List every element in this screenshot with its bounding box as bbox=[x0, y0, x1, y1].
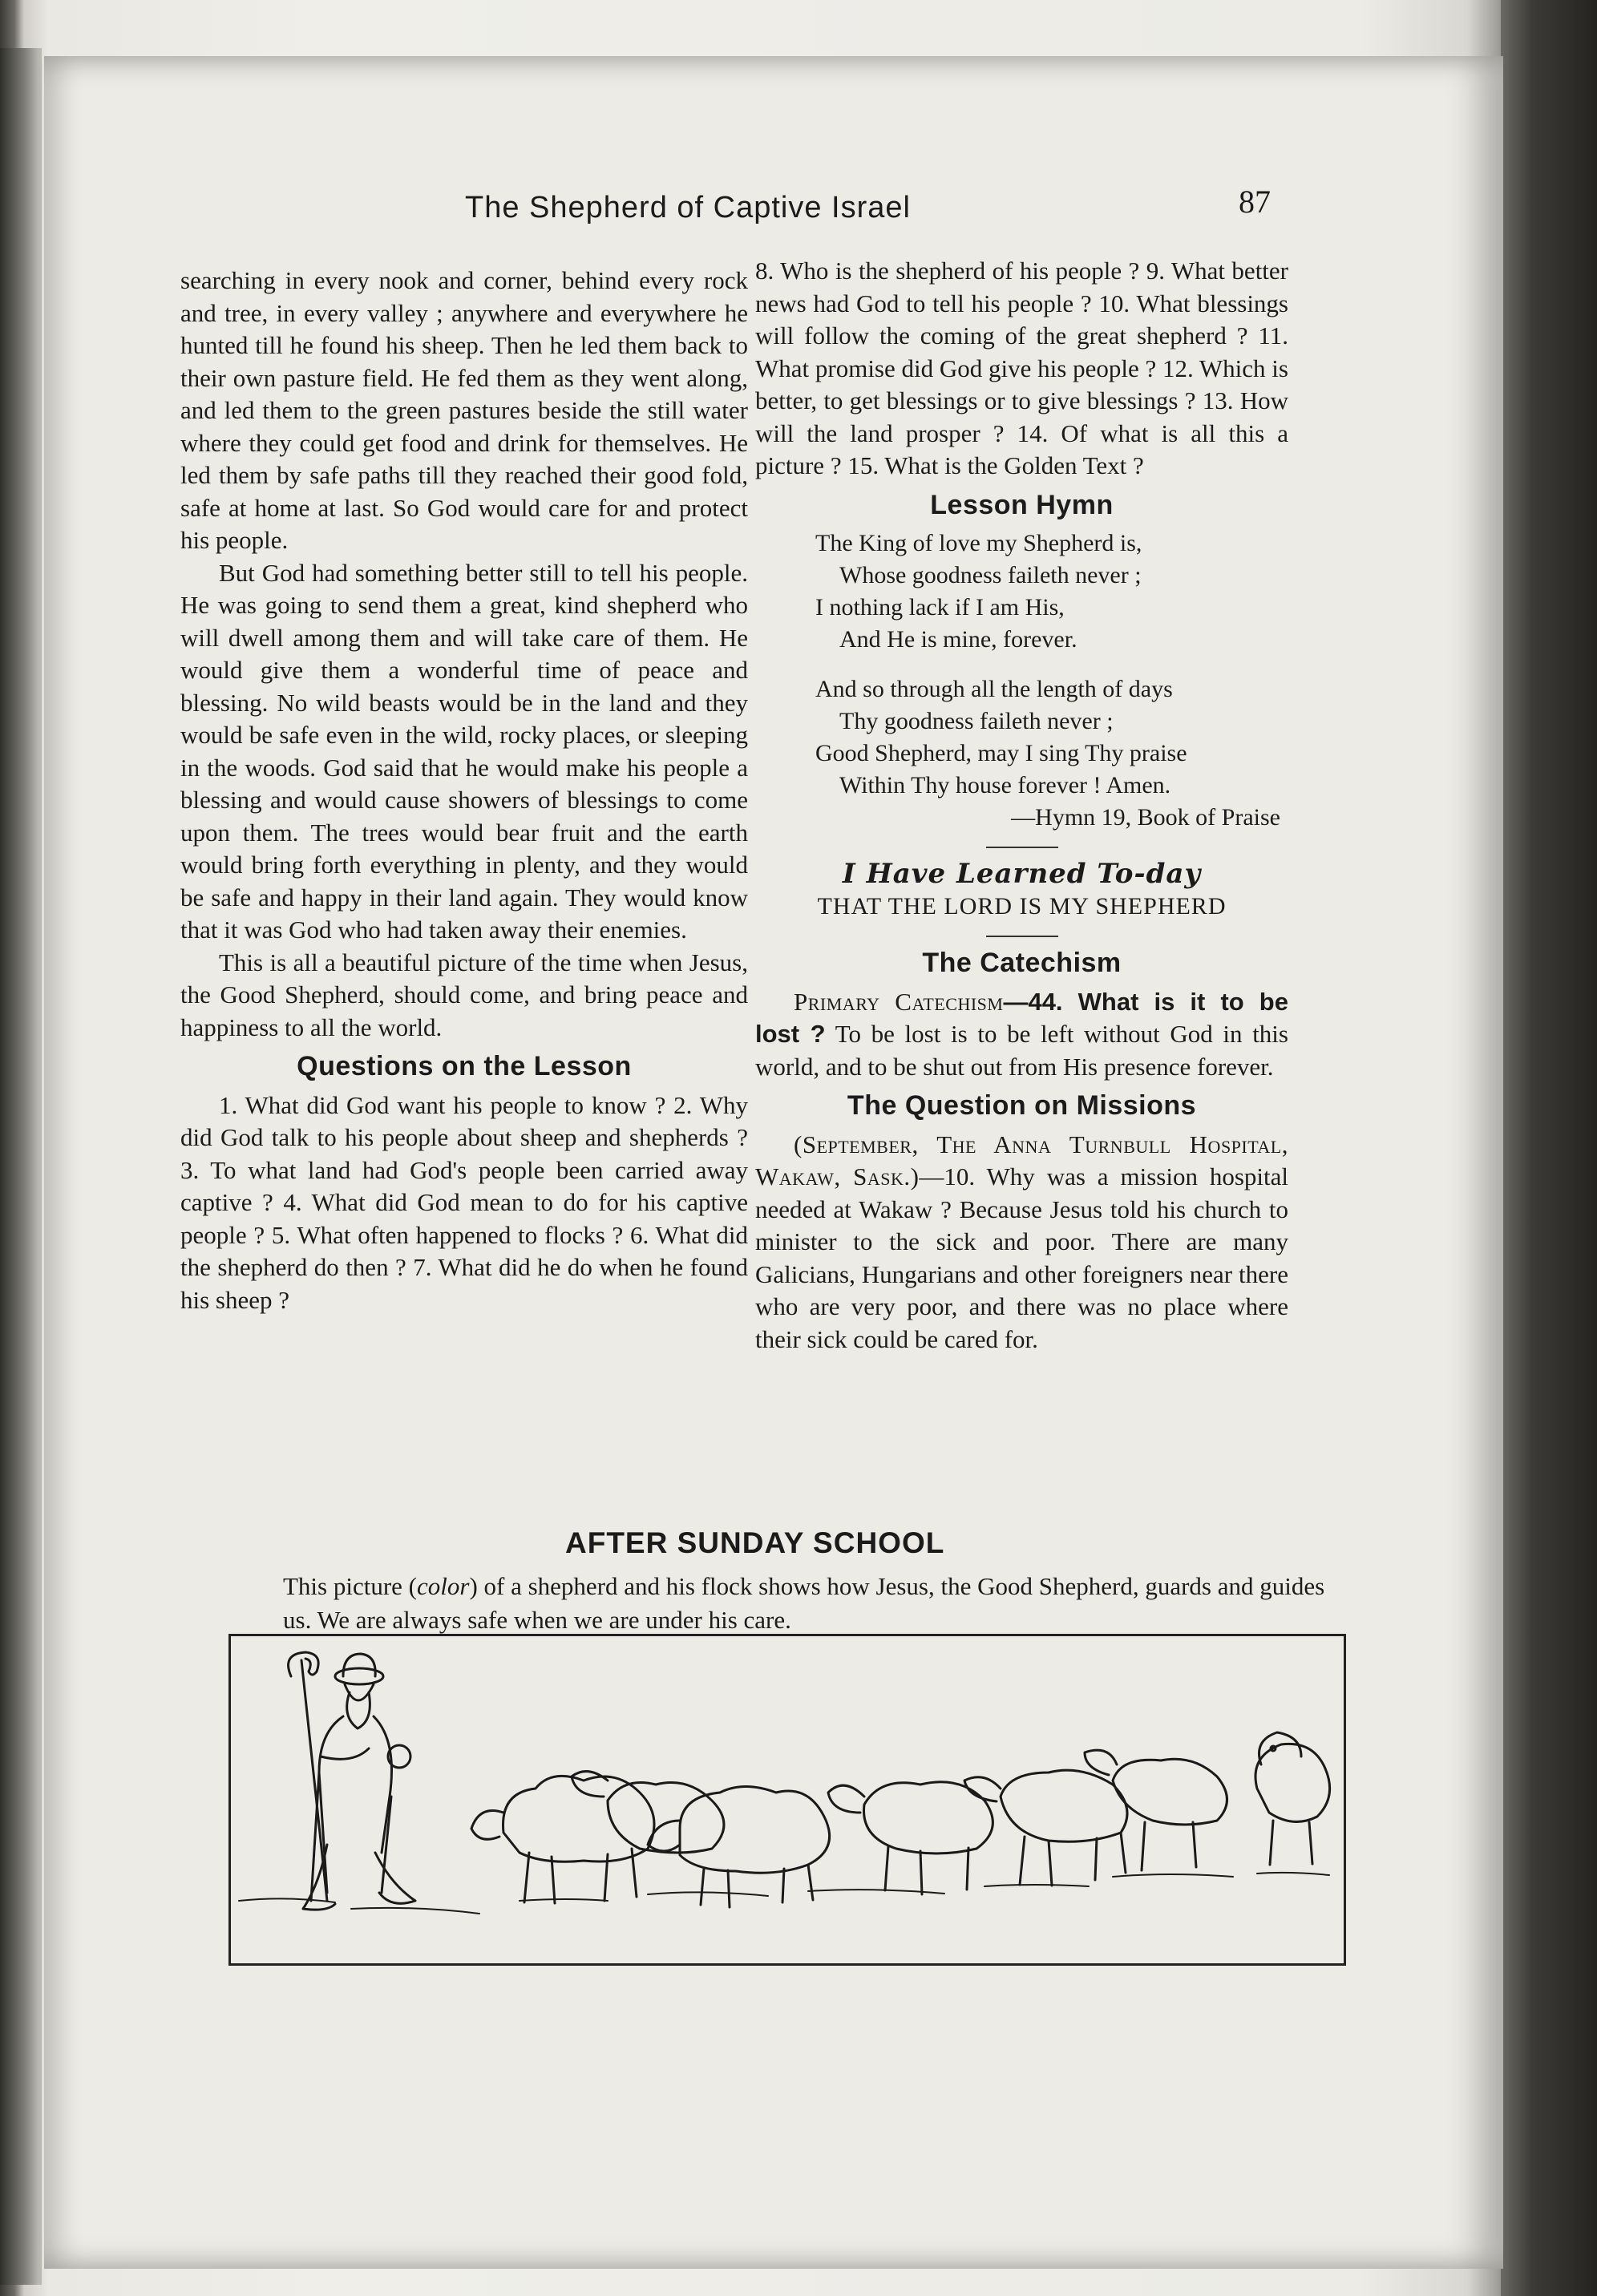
book-right-edge bbox=[1501, 0, 1597, 2296]
after-text-part: This picture ( bbox=[283, 1572, 418, 1600]
shepherd-flock-illustration bbox=[228, 1634, 1346, 1966]
shepherd-figure bbox=[289, 1652, 415, 1910]
learned-text: THAT THE LORD IS MY SHEPHERD bbox=[817, 892, 1227, 920]
questions-text: 1. What did God want his people to know ? 2. Why did God talk to his people about sheep and shepherds ? 3. To what land had God's people been carried away captive ? 4. What did God mean to do for his captive people ? 5. What often happened to flocks ? 6. What did the shepherd do then ? 7. What did he do when he found his sheep ? bbox=[180, 1090, 748, 1314]
story-paragraph-1: searching in every nook and corner, behind every rock and tree, in every valley ; anywhere and everywhere he hunted till he found his sheep. Then he led them back to their own pasture field. He fed them as they went along, and led them to the green pastures beside the still water where they could get food and drink for themselves. He led them by safe paths till they reached their good fold, safe at home at last. So God would care for and protect his people. bbox=[180, 266, 748, 554]
book-left-edge bbox=[0, 48, 42, 2285]
story-paragraph-2: But God had something better still to tell his people. He was going to send them a great, kind shepherd who will dwell among them and will take care of them. He would give them a wonderful time of peace and blessing. No wild beasts would be in the land and they would be safe even in the wild, rocky places, or sleeping in the woods. God said that he would make his people a blessing and would cause showers of blessings to come upon them. The trees would bear fruit and the earth would bring forth everything in plenty, and they would be safe and happy in their land again. They would know that it was God who had taken away their enemies. bbox=[180, 558, 748, 944]
hymn-line: Thy goodness faileth never ; bbox=[839, 708, 1114, 734]
catechism-label: Primary Catechism bbox=[794, 987, 1004, 1016]
right-column bbox=[755, 255, 1288, 1356]
sheep bbox=[828, 1782, 993, 1894]
learned-heading: I Have Learned To-day bbox=[842, 858, 1202, 890]
shepherd-sheep-drawing bbox=[231, 1636, 1344, 1963]
catechism-answer: To be lost is to be left without God in this world, and to be shut out from His presence forever. bbox=[755, 1020, 1288, 1081]
page-number: 87 bbox=[1239, 184, 1271, 220]
hymn-text bbox=[755, 528, 1288, 834]
running-title: The Shepherd of Captive Israel bbox=[465, 191, 911, 224]
sheep bbox=[1085, 1750, 1227, 1870]
after-text-emphasis: color bbox=[417, 1572, 470, 1600]
divider bbox=[986, 847, 1058, 848]
hymn-line: And so through all the length of days bbox=[815, 676, 1173, 702]
questions-heading: Questions on the Lesson bbox=[297, 1051, 632, 1081]
missions-answer: —10. Why was a mission hospital needed at Wakaw ? Because Jesus told his church to minister to the sick and poor. There are many Galicians, Hungarians and other foreigners near there who are very poor, and there was no place where their sick could be cared for. bbox=[755, 1162, 1289, 1353]
missions-heading: The Question on Missions bbox=[847, 1090, 1197, 1121]
missions-label: (September, The Anna Turnbull Hospital, Wakaw, Sask.) bbox=[755, 1130, 1288, 1190]
hymn-attribution: —Hymn 19, Book of Praise bbox=[1011, 804, 1280, 831]
after-sunday-school-heading: AFTER SUNDAY SCHOOL bbox=[565, 1526, 945, 1559]
missions-text bbox=[755, 1129, 1288, 1356]
hymn-line: Good Shepherd, may I sing Thy praise bbox=[815, 740, 1187, 766]
catechism-question: —44. What is it to be lost ? bbox=[755, 987, 1288, 1048]
questions-continued: 8. Who is the shepherd of his people ? 9. What better news had God to tell his people ? 10. What blessings will follow the coming of the great shepherd ? 11. What promise did God give his people ? 12. Which is better, to get blessings or to give blessings ? 13. How will the land prosper ? 14. Of what is all this a picture ? 15. What is the Golden Text ? bbox=[755, 257, 1288, 479]
story-paragraph-3: This is all a beautiful picture of the time when Jesus, the Good Shepherd, should come, and bring peace and happiness to all the world. bbox=[180, 948, 748, 1041]
hymn-line: And He is mine, forever. bbox=[839, 626, 1077, 653]
hymn-heading: Lesson Hymn bbox=[930, 489, 1114, 520]
catechism-heading: The Catechism bbox=[922, 948, 1122, 978]
divider bbox=[986, 936, 1058, 937]
sheep bbox=[572, 1772, 724, 1853]
after-text-part: ) of a shepherd and his flock shows how Jesus, the Good Shepherd, guards and guides us. We are always safe when we are under his care. bbox=[283, 1572, 1325, 1634]
hymn-line: The King of love my Shepherd is, bbox=[815, 530, 1142, 556]
hymn-line: I nothing lack if I am His, bbox=[815, 594, 1065, 620]
hymn-line: Within Thy house forever ! Amen. bbox=[839, 772, 1171, 798]
sheep bbox=[964, 1770, 1127, 1886]
sheep bbox=[1255, 1732, 1330, 1865]
hymn-line: Whose goodness faileth never ; bbox=[839, 562, 1142, 588]
after-sunday-school-text bbox=[228, 1570, 1327, 1637]
catechism-text bbox=[755, 986, 1288, 1084]
sheep bbox=[648, 1787, 830, 1908]
left-column bbox=[180, 265, 748, 1316]
